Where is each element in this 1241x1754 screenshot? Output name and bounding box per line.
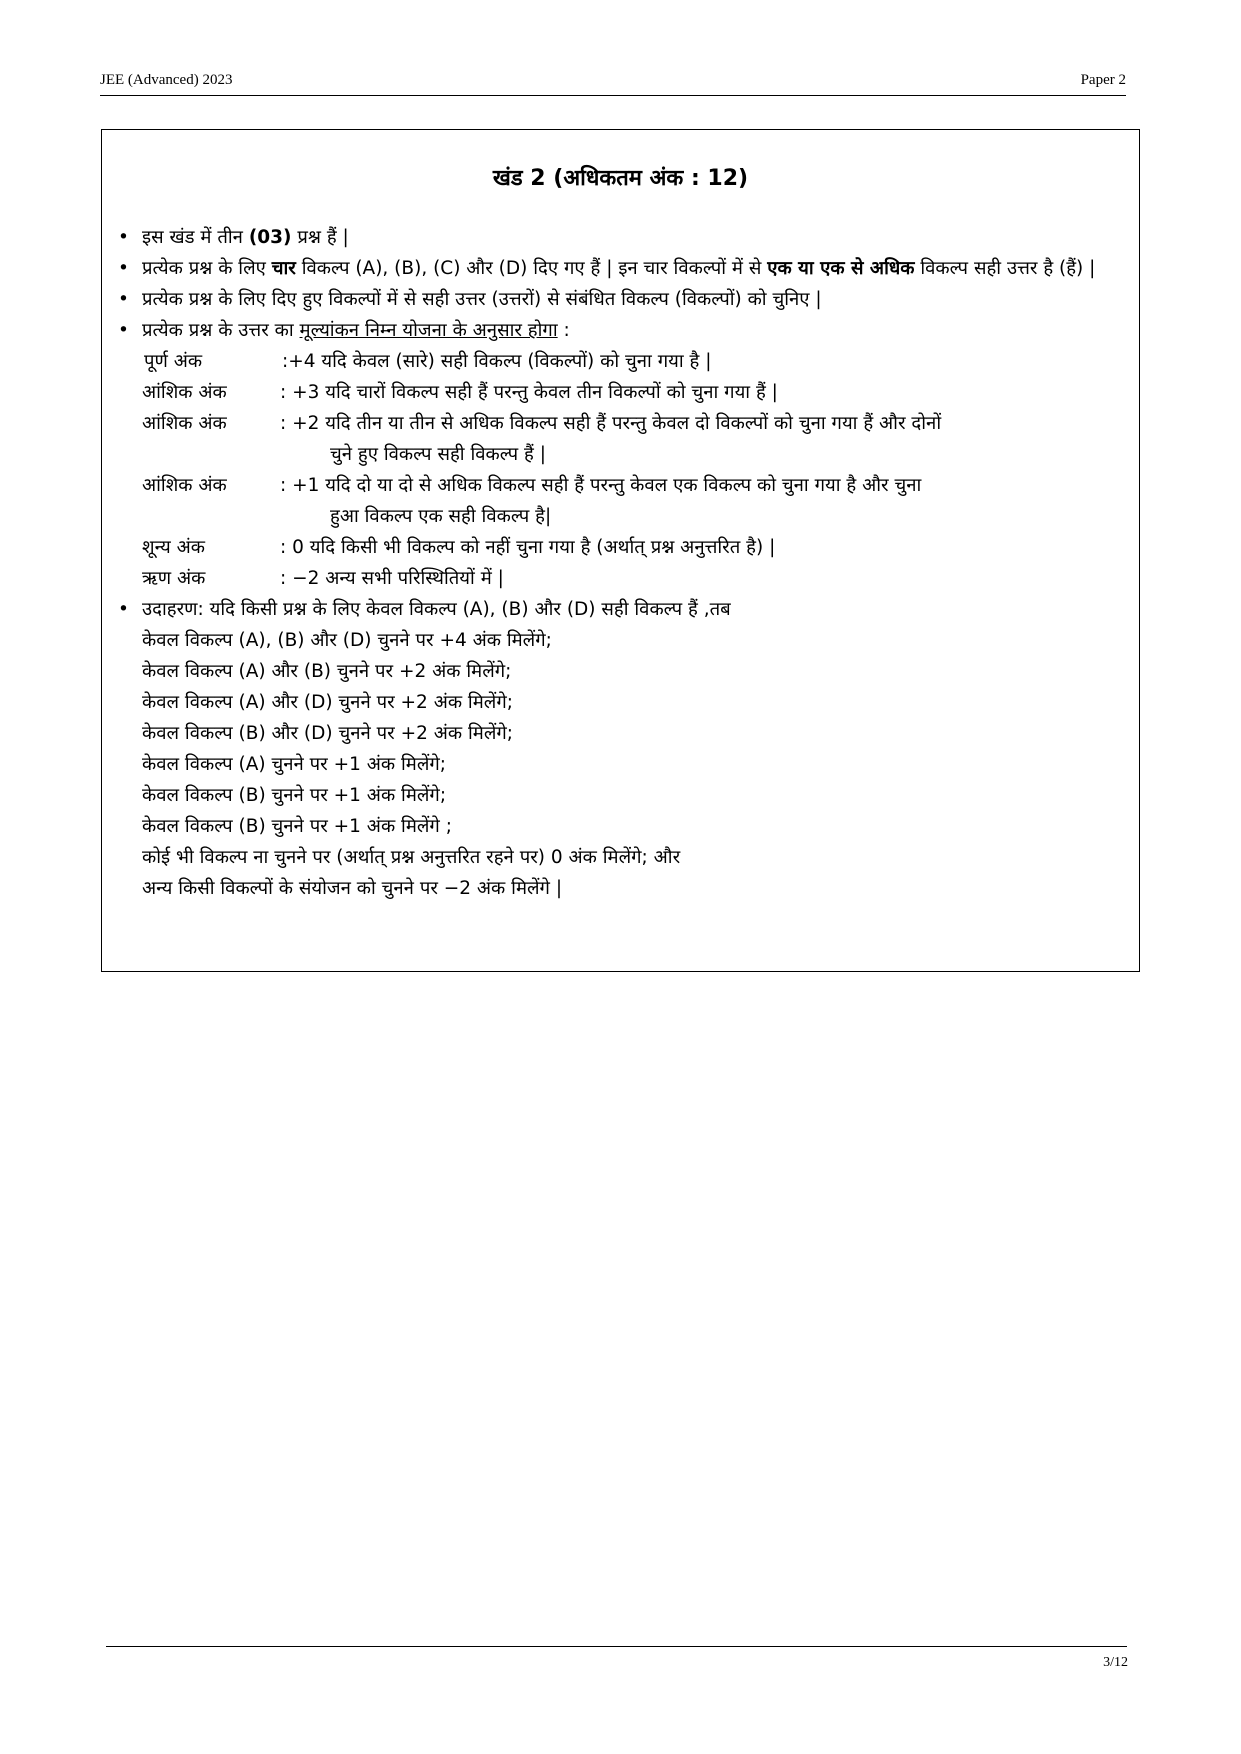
header-paper-number: Paper 2 [1080, 72, 1126, 88]
example-line: अन्य किसी विकल्पों के संयोजन को चुनने पर −2 अंक मिलेंगे | [142, 878, 563, 899]
instructions-content [118, 222, 1119, 904]
example-intro: उदाहरण: यदि किसी प्रश्न के लिए केवल विकल्प (A), (B) और (D) सही विकल्प हैं ,तब [142, 599, 731, 620]
example-line: केवल विकल्प (B) और (D) चुनने पर +2 अंक मिलेंगे; [142, 723, 514, 744]
bullet-icon: • [118, 599, 129, 620]
example-line: केवल विकल्प (A) चुनने पर +1 अंक मिलेंगे; [142, 754, 447, 775]
instruction-bullet-choose: • प्रत्येक प्रश्न के लिए दिए हुए विकल्पों में से सही उत्तर (उत्तरों) से संबंधित विकल्प (विकल्पों) को चुनिए | [122, 284, 1119, 315]
bullet-icon: • [118, 289, 129, 310]
section-instructions-box [101, 129, 1140, 972]
header-divider [100, 95, 1126, 96]
marking-text: : 0 यदि किसी भी विकल्प को नहीं चुना गया है (अर्थात् प्रश्न अनुत्तरित है) | [280, 537, 776, 558]
page-number: 3/12 [1103, 1655, 1128, 1670]
example-line: केवल विकल्प (A) और (B) चुनने पर +2 अंक मिलेंगे; [142, 661, 512, 682]
marking-text: : +3 यदि चारों विकल्प सही हैं परन्तु केवल तीन विकल्पों को चुना गया हैं | [280, 382, 778, 403]
marking-row-negative [142, 563, 1119, 594]
example-line: केवल विकल्प (A), (B) और (D) चुनने पर +4 अंक मिलेंगे; [142, 630, 552, 651]
marking-label: आंशिक अंक [142, 475, 227, 496]
example-line: कोई भी विकल्प ना चुनने पर (अर्थात् प्रश्न अनुत्तरित रहने पर) 0 अंक मिलेंगे; और [142, 847, 681, 868]
marking-text-continued: हुआ विकल्प एक सही विकल्प है| [330, 506, 552, 527]
header-exam-name: JEE (Advanced) 2023 [100, 72, 233, 88]
example-line: केवल विकल्प (B) चुनने पर +1 अंक मिलेंगे; [142, 785, 447, 806]
marking-row-partial-1 [142, 470, 1119, 532]
instruction-bullet-question-count: • इस खंड में तीन (03) प्रश्न हैं | [122, 222, 1119, 253]
marking-label: शून्य अंक [142, 537, 205, 558]
marking-text-continued: चुने हुए विकल्प सही विकल्प हैं | [330, 444, 546, 465]
bullet-icon: • [118, 320, 129, 341]
bullet-icon: • [118, 258, 129, 279]
marking-text: : +1 यदि दो या दो से अधिक विकल्प सही हैं परन्तु केवल एक विकल्प को चुना गया है और चुना [280, 475, 922, 496]
marking-row-partial-2 [142, 408, 1119, 470]
instruction-bullet-options: • प्रत्येक प्रश्न के लिए चार विकल्प (A), (B), (C) और (D) दिए गए हैं | इन चार विकल्पों में से एक या एक से अधिक विकल्प सही उत्तर है (हैं) | [122, 253, 1119, 284]
marking-text: :+4 यदि केवल (सारे) सही विकल्प (विकल्पों) को चुना गया है | [282, 351, 712, 372]
marking-row-zero [142, 532, 1119, 563]
marking-text: : +2 यदि तीन या तीन से अधिक विकल्प सही हैं परन्तु केवल दो विकल्पों को चुना गया हैं और दोनों [280, 413, 942, 434]
instruction-bullet-example [118, 594, 1119, 904]
marking-row-full [144, 346, 1119, 377]
example-line: केवल विकल्प (B) चुनने पर +1 अंक मिलेंगे ; [142, 816, 452, 837]
marking-label: आंशिक अंक [142, 382, 227, 403]
marking-row-partial-3 [142, 377, 1119, 408]
marking-label: पूर्ण अंक [144, 351, 203, 372]
instruction-bullet-marking-scheme: • प्रत्येक प्रश्न के उत्तर का मूल्यांकन निम्न योजना के अनुसार होगा : पूर्ण अंक :+4 यदि केवल (सारे) सही विकल्प (विकल्पों) को चुना गया है | आंशिक अंक : +3 यदि चारों विकल्प सही हैं परन्तु केवल तीन विकल्पों को चुना गया हैं | आंशिक अंक : +2 यदि तीन या तीन से अधिक विकल्प सही हैं परन्तु केवल दो विकल्पों को चुना गया हैं और दोनों चुने हुए विकल्प सही विकल्प हैं | आंशिक अंक : +1 यदि दो या दो से अधिक विकल्प सही हैं परन्तु केवल एक विकल्प को चुना गया है और चुना हुआ विकल्प एक सही विकल्प है| शून्य अंक : 0 यदि किसी भी विकल्प को नहीं चुना गया है (अर्थात् प्रश्न अनुत्तरित है) | ऋण अंक : −2 अन्य सभी परिस्थितियों में | [122, 315, 1119, 594]
marking-text: : −2 अन्य सभी परिस्थितियों में | [280, 568, 504, 589]
example-line: केवल विकल्प (A) और (D) चुनने पर +2 अंक मिलेंगे; [142, 692, 513, 713]
marking-label: आंशिक अंक [142, 413, 227, 434]
footer-divider [106, 1646, 1127, 1647]
section-title: खंड 2 (अधिकतम अंक : 12) [492, 166, 749, 191]
marking-label: ऋण अंक [142, 568, 206, 589]
bullet-icon: • [118, 227, 129, 248]
